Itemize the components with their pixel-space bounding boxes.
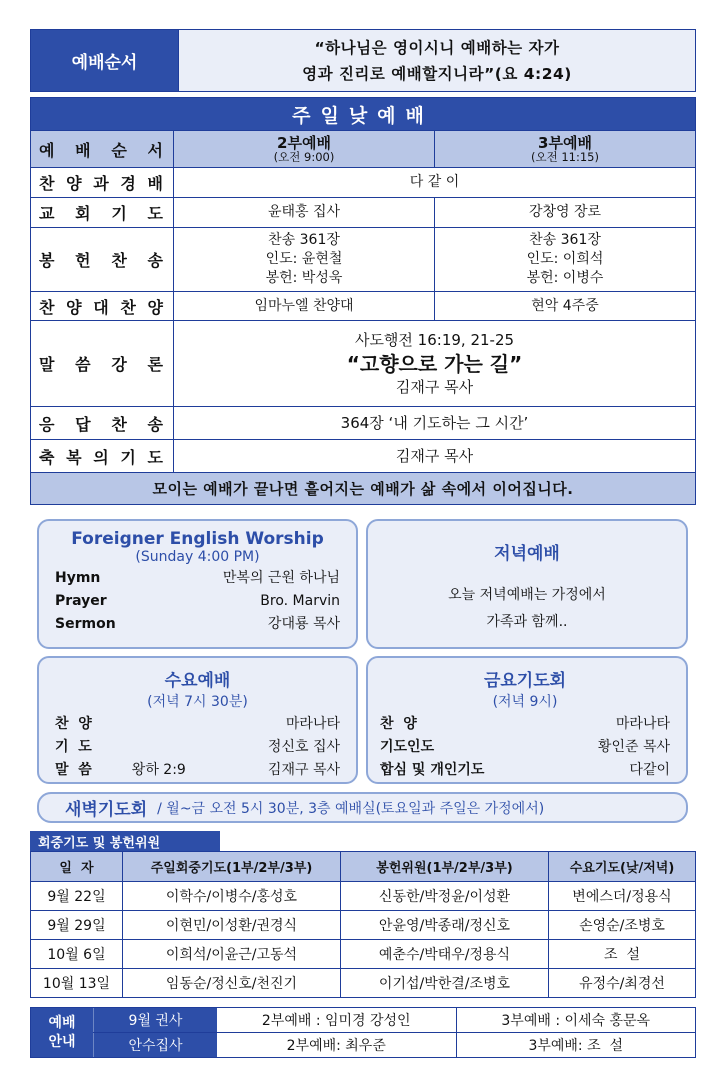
- sunday-service-order: [30, 97, 696, 505]
- col-date: 일 자: [31, 852, 123, 882]
- dawn-desc: / 월~금 오전 5시 30분, 3층 예배실(토요일과 주일은 가정에서): [157, 800, 545, 817]
- offering-s2: 찬송 361장 인도: 윤현철 봉헌: 박성욱: [265, 232, 343, 286]
- table-row: 9월 22일 이학수/이병수/홍성호 신동한/박정윤/이성환 변에스더/정용식: [31, 882, 696, 911]
- table-header-row: [31, 852, 696, 882]
- scripture-quote: [179, 30, 695, 91]
- guide-row: 안수집사 2부예배: 최우준 3부예배: 조 설: [93, 1032, 695, 1057]
- order-title: 주일낮예배: [31, 98, 695, 130]
- english-item: Sermon 강대룡 목사: [55, 616, 340, 632]
- evening-worship-box: [366, 519, 688, 649]
- wednesday-worship-box: [37, 656, 358, 784]
- wednesday-time: (저녁 7시 30분): [147, 694, 248, 710]
- quote-line-2: 영과 진리로 예배할지니라”(요 4:24): [302, 64, 572, 83]
- friday-title: 금요기도회: [483, 671, 567, 691]
- wednesday-item: 찬 양 마라나타: [55, 716, 340, 732]
- quote-line-1: “하나님은 영이시니 예배하는 자가: [314, 38, 560, 57]
- prayer-s3: 강창영 장로: [434, 198, 695, 227]
- english-title: Foreigner English Worship: [71, 529, 324, 549]
- friday-prayer-box: [366, 656, 688, 784]
- guide-row: 9월 권사 2부예배 : 임미경 강성인 3부예배 : 이세숙 홍문옥: [93, 1008, 695, 1032]
- friday-item: 찬 양 마라나타: [380, 716, 670, 732]
- offering-s3: 찬송 361장 인도: 이희석 봉헌: 이병수: [434, 228, 695, 291]
- dawn-title: 새벽기도회: [65, 800, 148, 820]
- row-label: 축 복 의 기 도: [31, 440, 174, 472]
- header-label: 예배순서: [31, 30, 179, 91]
- row-offering: [31, 227, 695, 291]
- row-praise: [31, 167, 695, 197]
- friday-item: 합심 및 개인기도 다같이: [380, 762, 670, 778]
- english-item: Prayer Bro. Marvin: [55, 593, 340, 609]
- row-label: 봉 헌 찬 송: [31, 228, 174, 291]
- row-response: [31, 406, 695, 439]
- row-choir: [31, 291, 695, 320]
- col-sunday-prayer: 주일회중기도(1부/2부/3부): [123, 852, 341, 882]
- prayer-s2: 윤태홍 집사: [267, 204, 341, 220]
- col-wednesday-prayer: 수요기도(낮/저녁): [549, 852, 696, 882]
- guide-body: [93, 1008, 695, 1057]
- english-time: (Sunday 4:00 PM): [135, 549, 260, 565]
- row-label: 교 회 기 도: [31, 198, 174, 227]
- sermon-info: [174, 321, 695, 406]
- wednesday-item: 기 도 정신호 집사: [55, 739, 340, 755]
- evening-line-1: 오늘 저녁예배는 가정에서: [448, 587, 606, 603]
- header-banner: [30, 29, 696, 92]
- guide-label: 예배 안내: [31, 1008, 93, 1057]
- table-row: 10월 13일 임동순/정신호/천진기 이기섭/박한결/조병호 유정수/최경선: [31, 969, 696, 998]
- row-benediction: [31, 439, 695, 472]
- table-row: 9월 29일 이현민/이성환/권경식 안윤영/박종래/정신호 손영순/조병호: [31, 911, 696, 940]
- wednesday-item: 말 씀 왕하 2:9 김재구 목사: [55, 762, 340, 778]
- order-header-row: [31, 130, 695, 167]
- praise-value: 다 같 이: [409, 174, 460, 190]
- service-2-header: 2부예배 (오전 9:00): [174, 131, 434, 167]
- wednesday-title: 수요예배: [164, 671, 231, 691]
- row-label: 찬 양 과 경 배: [31, 168, 174, 197]
- row-label: 찬 양 대 찬 양: [31, 292, 174, 320]
- friday-item: 기도인도 황인준 목사: [380, 739, 670, 755]
- row-label: 응 답 찬 송: [31, 407, 174, 439]
- sermon-title: “고향으로 가는 길”: [346, 351, 523, 376]
- sermon-passage: 사도행전 16:19, 21-25: [354, 330, 515, 349]
- row-prayer: [31, 197, 695, 227]
- evening-line-2: 가족과 함께..: [486, 614, 568, 630]
- col-offering: 봉헌위원(1부/2부/3부): [341, 852, 549, 882]
- choir-s2: 임마누엘 찬양대: [254, 297, 354, 314]
- evening-title: 저녁예배: [494, 544, 560, 564]
- friday-time: (저녁 9시): [492, 694, 558, 710]
- english-worship-box: [37, 519, 358, 649]
- table-row: 10월 6일 이희석/이윤근/고동석 예춘수/박태우/정용식 조 설: [31, 940, 696, 969]
- order-footer: 모이는 예배가 끝나면 흩어지는 예배가 삶 속에서 이어집니다.: [31, 472, 695, 504]
- committee-table: [30, 851, 696, 998]
- service-3-header: 3부예배 (오전 11:15): [434, 131, 695, 167]
- row-sermon: [31, 320, 695, 406]
- row-label: 말 씀 강 론: [31, 321, 174, 406]
- benediction-value: 김재구 목사: [395, 446, 474, 465]
- english-item: Hymn 만복의 근원 하나님: [55, 570, 340, 586]
- dawn-prayer-banner: [37, 792, 688, 823]
- response-value: 364장 ‘내 기도하는 그 시간’: [340, 413, 529, 432]
- choir-s3: 현악 4주중: [434, 292, 695, 320]
- row-label: 예 배 순 서: [31, 131, 174, 167]
- committee-tab: 회중기도 및 봉헌위원: [30, 831, 220, 851]
- sermon-preacher: 김재구 목사: [395, 377, 474, 396]
- service-guide: [30, 1007, 696, 1058]
